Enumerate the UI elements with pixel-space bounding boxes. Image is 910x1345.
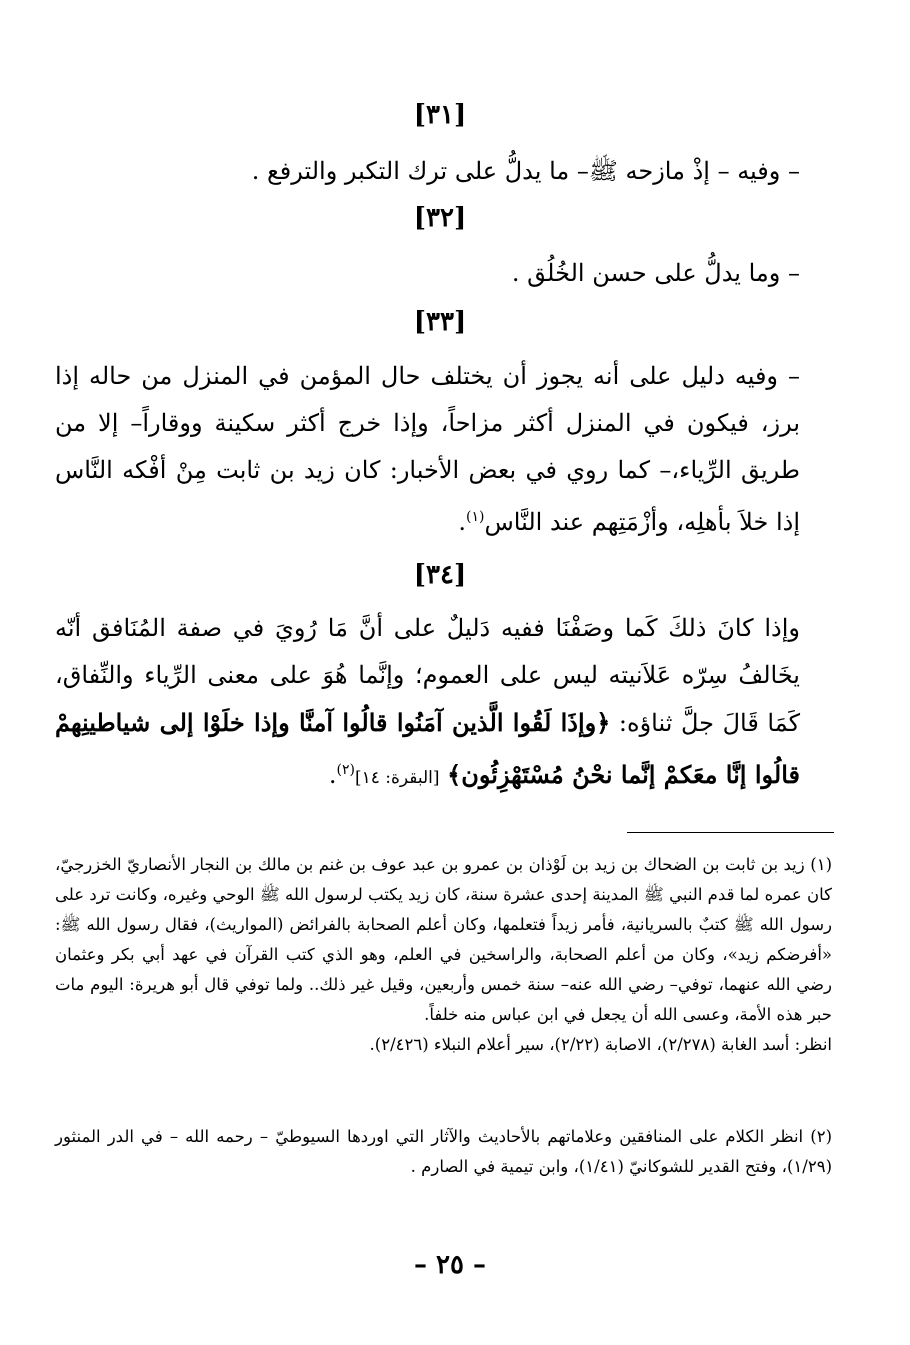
- footnote-2-text: انظر الكلام على المنافقين وعلاماتهم بالأحاديث والآثار التي اوردها السيوطيّ – رحمه الله – في الدر المنثور (١/٢٩)، وفتح القدير للشوكانيّ (١/٤١)، وابن تيمية في الصارم .: [55, 1127, 832, 1176]
- section-34-text: وإذا كانَ ذلكَ كَما وصَفْنَا ففيه دَليلٌ على أنَّ مَا رُويَ في صفة المُنَافق أنّه يخَالفُ سِرّه عَلاَنيته ليس على العموم؛ وإنَّما هُوَ على معنى الرِّياء والنِّفاق، كَمَا قَالَ جلَّ ثناؤه:: [55, 614, 801, 737]
- footnote-1-number: (١): [810, 855, 832, 874]
- footnote-separator: [627, 832, 834, 833]
- section-heading-32: [٣٢]: [413, 203, 467, 233]
- footnote-1-sources: انظر: أسد الغابة (٢/٢٧٨)، الاصابة (٢/٢٢)، سير أعلام النبلاء (٢/٤٢٦).: [369, 1035, 832, 1054]
- quran-verse: ﴿وإذَا لَقُوا الَّذين آمَنُوا قالُوا آمنَّا وإذا خلَوْا إلى شياطينِهمْ قالُوا إنَّا معَكمْ إنَّما نحْنُ مُسْتَهْزِئُون﴾: [55, 708, 800, 789]
- footnote-2: [55, 1122, 832, 1182]
- footnote-2-number: (٢): [810, 1127, 833, 1146]
- section-heading-34: [٣٤]: [413, 560, 467, 590]
- section-32-text: – وما يدلُّ على حسن الخُلُق .: [511, 259, 800, 287]
- page-number: – ٢٥ –: [413, 1250, 487, 1280]
- section-31-text: – وفيه – إذْ مازحه ﷺ– ما يدلُّ على ترك التكبر والترفع .: [251, 157, 800, 185]
- footnote-1-text: زيد بن ثابت بن الضحاك بن زيد بن لَوْذان بن عمرو بن عبد عوف بن غنم بن مالك بن النجار الأنصاريّ الخزرجيّ، كان عمره لما قدم النبي ﷺ المدينة إحدى عشرة سنة، كان زيد يكتب لرسول الله ﷺ الوحي وغيره، وكانت ترد على رسول الله ﷺ كتبٌ بالسريانية، فأمر زيداً فتعلمها، وكان أعلم الصحابة بالفرائض (المواريث)، فقال رسول الله ﷺ: «أفرضكم زيد»، وكان من أعلم الصحابة، والراسخين في العلم، وهو الذي كتب القرآن في عهد أبي بكر وعثمان رضي الله عنهما، توفي– رضي الله عنه– سنة خمس وأربعين، وقيل غير ذلك.. ولما توفي قال أبو هريرة: اليوم مات حبر هذه الأمة، وعسى الله أن يجعل في ابن عباس منه خلفاً.: [55, 855, 832, 1024]
- section-heading-33: [٣٣]: [413, 307, 467, 337]
- section-33-text: – وفيه دليل على أنه يجوز أن يختلف حال المؤمن في المنزل من حاله إذا برز، فيكون في المنزل أكثر مزاحاً، وإذا خرج أكثر سكينة ووقاراً– إلا من طريق الرِّياء،– كما روي في بعض الأخبار: كان زيد بن ثابت مِنْ أفْكه النَّاس إذا خلاَ بأهلِه، وأزْمَتِهم عند النَّاس: [55, 362, 800, 536]
- section-34-end: .: [328, 761, 337, 789]
- section-heading-31: [٣١]: [413, 100, 467, 130]
- section-34-paragraph: [55, 605, 800, 802]
- verse-reference: [البقرة: ١٤]: [354, 768, 440, 788]
- section-33-end: .: [458, 508, 467, 536]
- footnote-1: [55, 850, 832, 1060]
- footnote-marker-1: (١): [466, 509, 485, 525]
- section-33-paragraph: [55, 353, 800, 546]
- footnote-marker-2: (٢): [336, 762, 355, 778]
